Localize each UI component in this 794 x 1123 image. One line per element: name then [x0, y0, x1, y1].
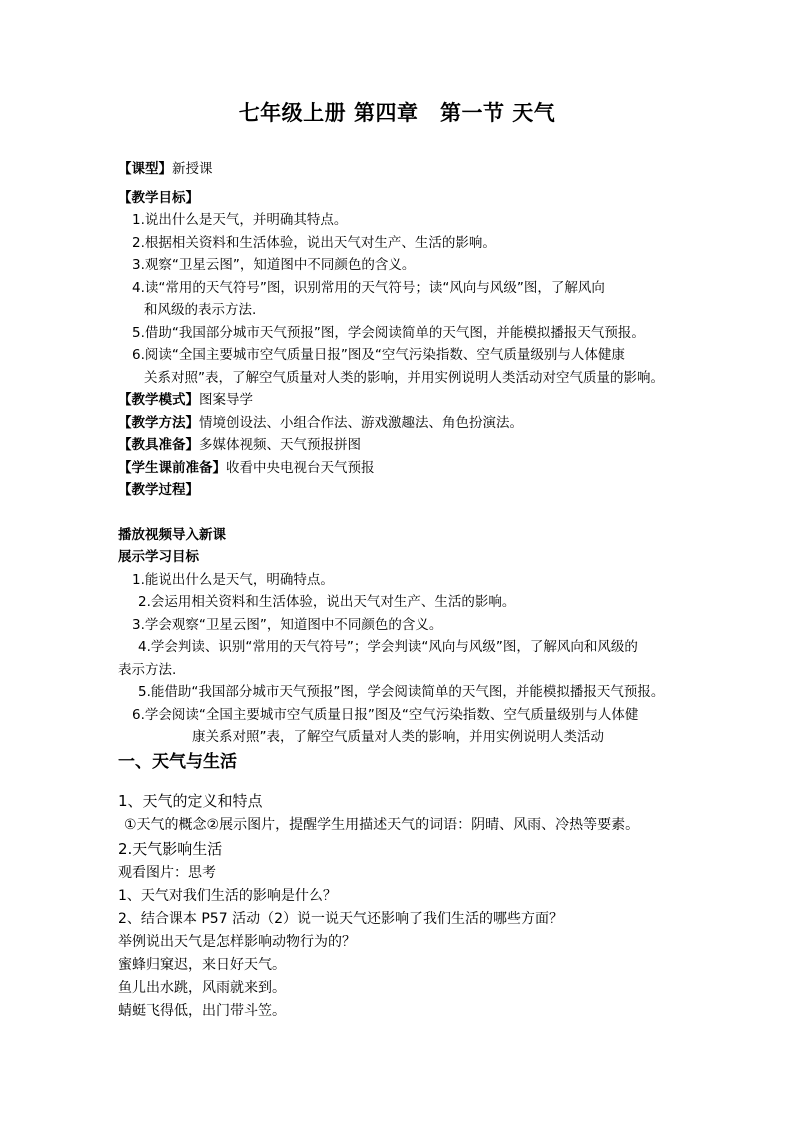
learning-goal-5: 5.能借助“我国部分城市天气预报”图，学会阅读简单的天气图，并能模拟播报天气预报。: [138, 684, 665, 700]
learning-goal-6-cont: 康关系对照”表，了解空气质量对人类的影响，并用实例说明人类活动: [192, 729, 604, 745]
intro-heading: 播放视频导入新课: [118, 526, 226, 543]
teaching-method-value: 情境创设法、小组合作法、游戏激趣法、角色扮演法。: [199, 414, 523, 431]
objective-item-4: 4.读“常用的天气符号”图，识别常用的天气符号；读“风向与风级”图，了解风向: [132, 279, 605, 296]
objective-item-6: 6.阅读“全国主要城市空气质量日报”图及“空气污染指数、空气质量级别与人体健康: [132, 347, 625, 363]
objective-item-4-cont: 和风级的表示方法.: [144, 302, 257, 318]
teaching-method-label: 【教学方法】: [118, 414, 199, 431]
objective-item-1: 1.说出什么是天气，并明确其特点。: [132, 212, 348, 228]
saying-1: 蜜蜂归窠迟，来日好天气。: [118, 956, 286, 973]
question-3: 举例说出天气是怎样影响动物行为的？: [118, 933, 356, 950]
learning-goal-4-cont: 表示方法.: [118, 661, 177, 678]
saying-2: 鱼儿出水跳，风雨就来到。: [118, 979, 286, 996]
goals-heading: 展示学习目标: [118, 549, 199, 565]
objective-item-5: 5.借助“我国部分城市天气预报”图，学会阅读简单的天气图，并能模拟播报天气预报。: [132, 324, 645, 341]
document-body: [118, 158, 718, 1023]
watch-image-line: 观看图片：思考: [118, 864, 216, 881]
learning-goal-1: 1.能说出什么是天气，明确特点。: [132, 571, 334, 588]
student-prep-line: [118, 457, 718, 480]
objective-item-2: 2.根据相关资料和生活体验，说出天气对生产、生活的影响。: [132, 234, 496, 251]
spacer: [118, 775, 718, 789]
spacer: [118, 502, 718, 524]
learning-goal-2: 2.会运用相关资料和生活体验，说出天气对生产、生活的影响。: [138, 594, 516, 610]
concept-line: ①天气的概念②展示图片，提醒学生用描述天气的词语：阴晴、风雨、冷热等要素。: [124, 816, 640, 833]
section-one-subheading-2: 2.天气影响生活: [118, 839, 223, 858]
section-one-heading: 一、天气与生活: [118, 751, 237, 772]
teaching-aids-line: [118, 434, 718, 457]
learning-goal-6: 6.学会阅读“全国主要城市空气质量日报”图及“空气污染指数、空气质量级别与人体健: [132, 706, 639, 723]
objective-item-3: 3.观察“卫星云图”，知道图中不同颜色的含义。: [132, 257, 416, 273]
teaching-method-line: [118, 412, 718, 435]
teaching-mode-line: [118, 389, 718, 412]
teaching-aids-label: 【教具准备】: [118, 437, 199, 453]
learning-goal-3: 3.学会观察“卫星云图”，知道图中不同颜色的含义。: [132, 616, 443, 633]
process-label: 【教学过程】: [118, 482, 199, 498]
question-2: 2、结合课本 P57 活动（2）说一说天气还影响了我们生活的哪些方面？: [118, 910, 563, 927]
lesson-type-label: 【课型】: [118, 161, 172, 177]
objective-item-6-cont: 关系对照”表，了解空气质量对人类的影响，并用实例说明人类活动对空气质量的影响。: [144, 369, 664, 386]
student-prep-label: 【学生课前准备】: [118, 459, 226, 476]
page-title: 七年级上册 第四章 第一节 天气: [238, 101, 556, 125]
learning-goal-4: 4.学会判读、识别“常用的天气符号”；学会判读“风向与风级”图，了解风向和风级的: [138, 639, 638, 655]
lesson-type-line: [118, 158, 718, 181]
saying-3: 蜻蜓飞得低，出门带斗笠。: [118, 1002, 286, 1019]
question-1: 1、天气对我们生活的影响是什么？: [118, 887, 337, 904]
teaching-mode-value: 图案导学: [199, 392, 253, 408]
section-one-subheading-1: 1、天气的定义和特点: [118, 791, 263, 810]
student-prep-value: 收看中央电视台天气预报: [226, 459, 375, 476]
lesson-type-value: 新授课: [172, 161, 213, 177]
objectives-label: 【教学目标】: [118, 189, 199, 206]
teaching-aids-value: 多媒体视频、天气预报拼图: [199, 437, 361, 453]
teaching-mode-label: 【教学模式】: [118, 392, 199, 408]
